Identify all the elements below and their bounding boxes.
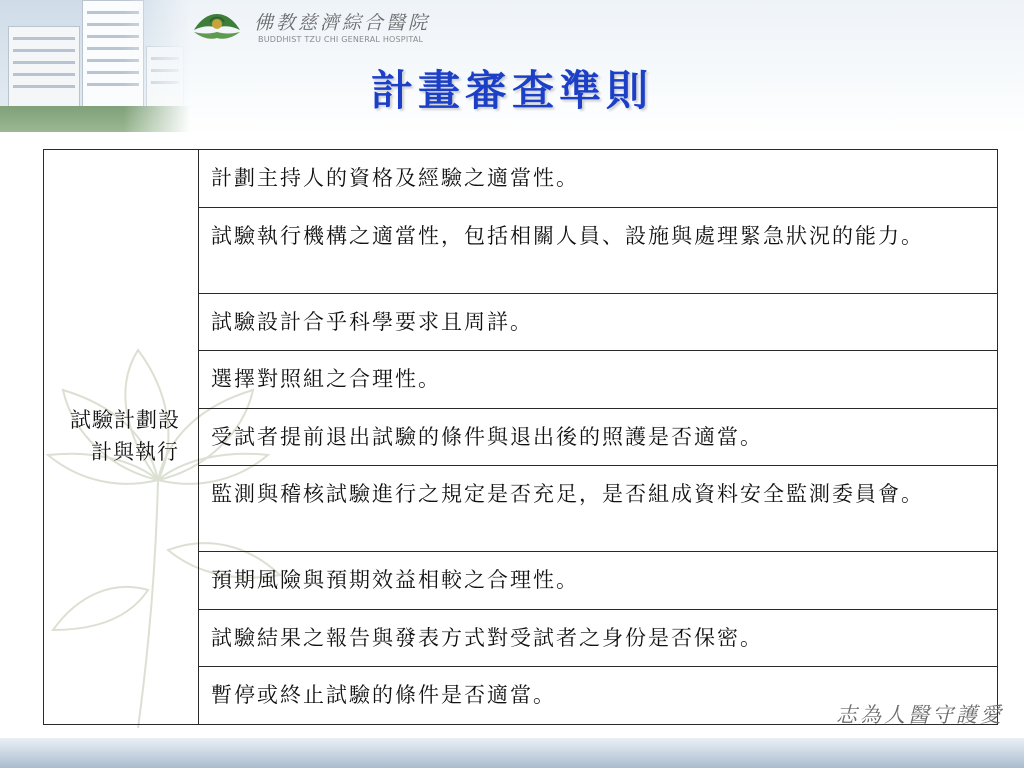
- category-cell: [44, 150, 199, 725]
- footer-bar: [0, 738, 1024, 768]
- category-label: 試驗計劃設計與執行: [70, 408, 180, 464]
- criterion-cell: 受試者提前退出試驗的條件與退出後的照護是否適當。: [199, 408, 998, 466]
- hospital-name: 佛教慈濟綜合醫院: [254, 12, 431, 34]
- criterion-cell: 試驗執行機構之適當性，包括相關人員、設施與處理緊急狀況的能力。: [199, 207, 998, 293]
- criterion-cell: 暫停或終止試驗的條件是否適當。: [199, 667, 998, 725]
- criterion-cell: 預期風險與預期效益相較之合理性。: [199, 552, 998, 610]
- criterion-cell: 試驗結果之報告與發表方式對受試者之身份是否保密。: [199, 609, 998, 667]
- criterion-cell: 監測與稽核試驗進行之規定是否充足，是否組成資料安全監測委員會。: [199, 466, 998, 552]
- table-row: [44, 150, 998, 208]
- hospital-logo-icon: [188, 8, 246, 44]
- footer-slogan: 志為人醫守護愛: [836, 703, 1004, 727]
- page-title: 計畫審查準則: [370, 66, 653, 115]
- criteria-table: [43, 149, 998, 725]
- hospital-name-en: BUDDHIST TZU CHI GENERAL HOSPITAL: [258, 35, 424, 44]
- criterion-cell: 選擇對照組之合理性。: [199, 351, 998, 409]
- criterion-cell: 計劃主持人的資格及經驗之適當性。: [199, 150, 998, 208]
- criterion-cell: 試驗設計合乎科學要求且周詳。: [199, 293, 998, 351]
